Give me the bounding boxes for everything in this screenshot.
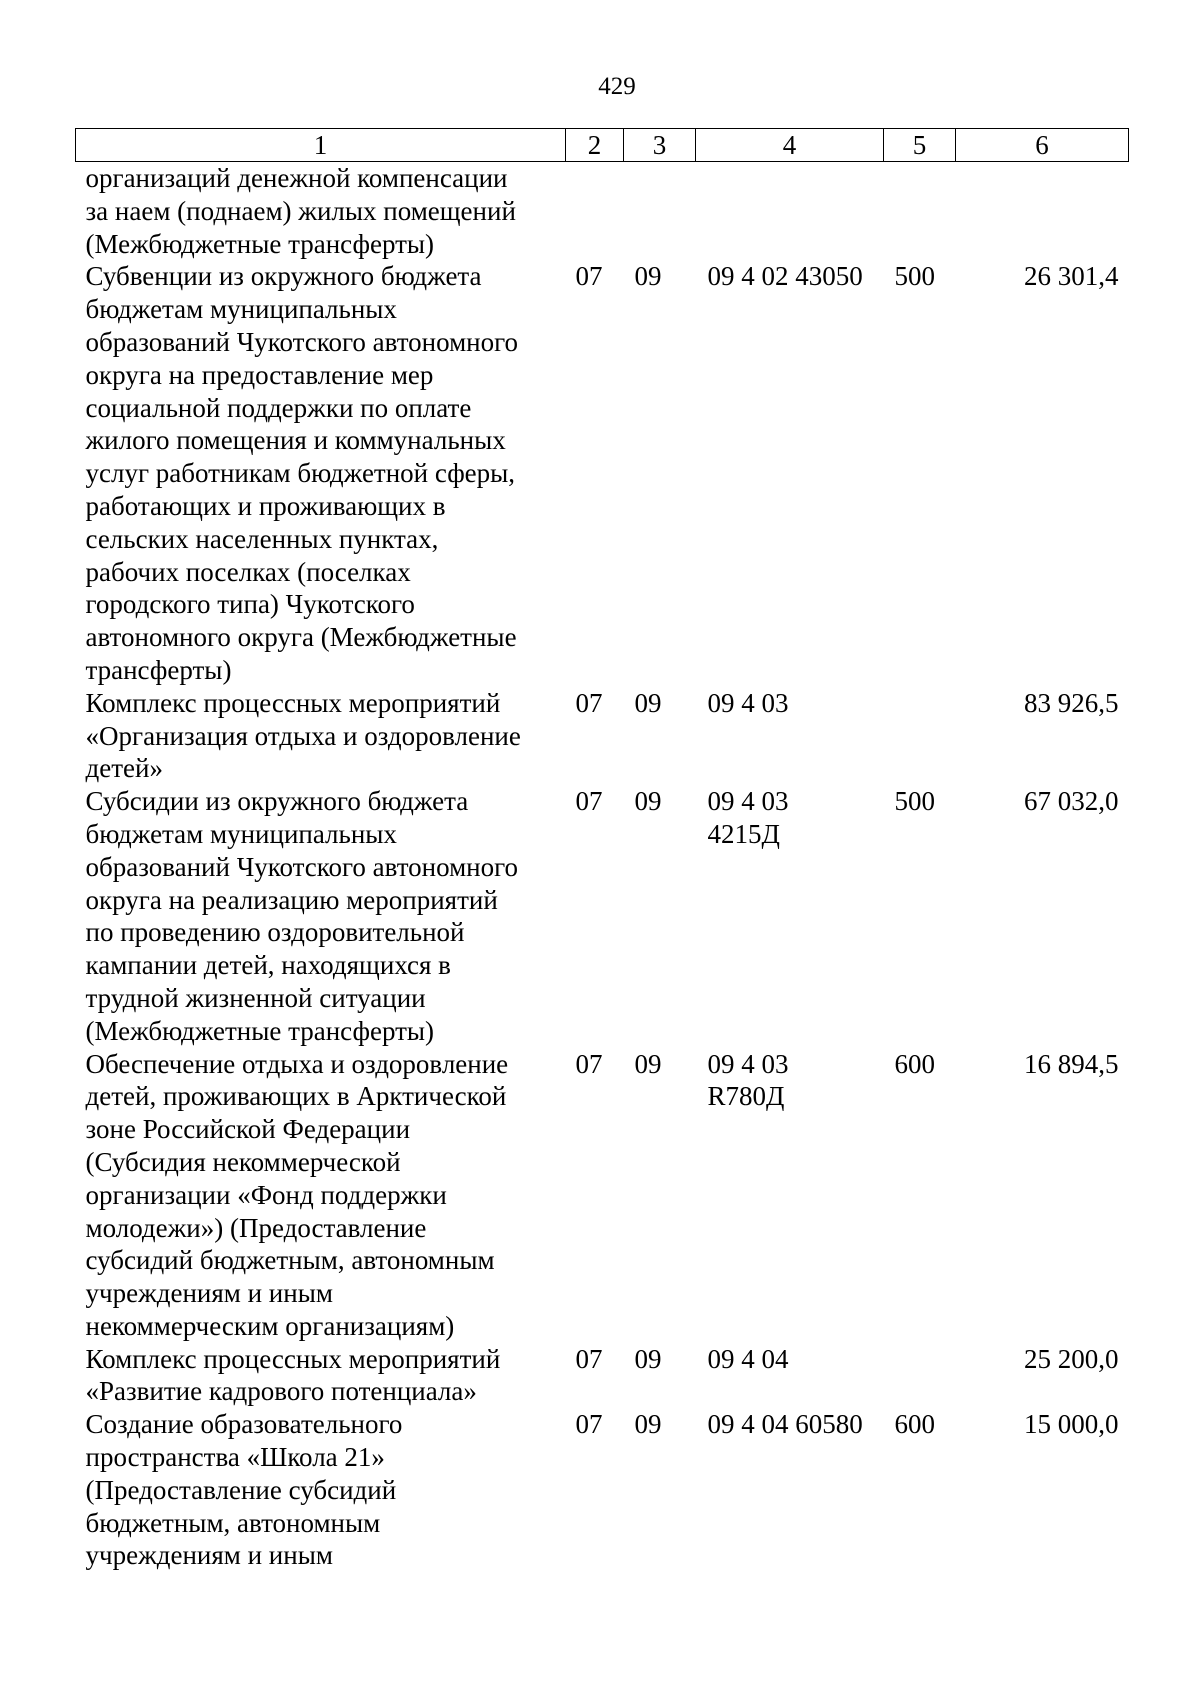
row-section: 07 — [575, 1343, 603, 1374]
row-name: Субвенции из окружного бюджета бюджетам муниципальных образований Чукотского автономного округа на предоставление мер социальной поддержки по оплате жилого помещения и коммунальных услуг работникам бюджетной сферы, работающих и проживающих в сельских населенных пунктах, рабочих поселках (поселках городского типа) Чукотского автономного округа (Межбюджетные трансферты) — [85, 261, 519, 685]
column-header: 3 — [624, 129, 696, 162]
column-header: 4 — [696, 129, 884, 162]
row-amount: 67 032,0 — [1024, 786, 1119, 817]
row-target-code: 09 4 03 — [707, 687, 789, 718]
row-subsection: 09 — [634, 261, 662, 292]
row-target-code: 09 4 03 4215Д — [707, 786, 789, 849]
row-expense-type — [884, 1343, 956, 1409]
row-amount: 25 200,0 — [1024, 1343, 1119, 1374]
row-name: организаций денежной компенсации за наем (поднаем) жилых помещений (Межбюджетные трансферты) — [85, 163, 516, 259]
row-section: 07 — [575, 786, 603, 817]
row-expense-type: 500 — [894, 261, 935, 292]
row-target-code: 09 4 04 — [707, 1343, 789, 1374]
row-subsection: 09 — [634, 687, 662, 718]
table-row — [76, 687, 1129, 785]
row-section: 07 — [575, 261, 603, 292]
table-row — [76, 260, 1129, 686]
table-row — [76, 1408, 1129, 1572]
column-header: 5 — [884, 129, 956, 162]
row-amount: 26 301,4 — [1024, 261, 1119, 292]
row-subsection: 09 — [634, 1048, 662, 1079]
row-section — [566, 162, 624, 261]
row-name: Субсидии из окружного бюджета бюджетам муниципальных образований Чукотского автономного округа на реализацию мероприятий по проведению оздоровительной кампании детей, находящихся в трудной жизненной ситуации (Межбюджетные трансферты) — [85, 786, 519, 1046]
column-header: 1 — [76, 129, 566, 162]
table-header-row — [76, 129, 1129, 162]
row-name: Обеспечение отдыха и оздоровление детей, проживающих в Арктической зоне Российской Федерации (Субсидия некоммерческой организации «Фонд поддержки молодежи») (Предоставление субсидий бюджетным, автономным учреждениям и иным некоммерческим организациям) — [85, 1048, 509, 1341]
column-header: 6 — [956, 129, 1129, 162]
row-name: Комплекс процессных мероприятий «Организация отдыха и оздоровление детей» — [85, 687, 521, 784]
column-header: 2 — [566, 129, 624, 162]
row-expense-type: 600 — [894, 1409, 935, 1440]
table-row — [76, 785, 1129, 1047]
row-name: Комплекс процессных мероприятий «Развитие кадрового потенциала» — [85, 1343, 501, 1407]
row-target-code: 09 4 03 R780Д — [707, 1048, 789, 1112]
row-target-code: 09 4 02 43050 — [707, 261, 863, 292]
row-subsection: 09 — [634, 1343, 662, 1374]
row-subsection: 09 — [634, 1409, 662, 1440]
row-target-code — [696, 162, 884, 261]
row-amount: 15 000,0 — [1024, 1409, 1119, 1440]
row-expense-type — [884, 162, 956, 261]
table-row — [76, 1048, 1129, 1343]
table-row — [76, 162, 1129, 261]
row-expense-type: 500 — [894, 786, 935, 817]
row-expense-type — [884, 687, 956, 785]
row-expense-type: 600 — [894, 1048, 935, 1079]
table-row — [76, 1343, 1129, 1409]
row-name: Создание образовательного пространства «Школа 21» (Предоставление субсидий бюджетным, автономным учреждениям и иным — [85, 1409, 403, 1571]
row-target-code: 09 4 04 60580 — [707, 1409, 863, 1440]
budget-table — [75, 128, 1129, 1572]
row-amount: 83 926,5 — [1024, 687, 1119, 718]
row-subsection: 09 — [634, 786, 662, 817]
page-number: 429 — [598, 73, 636, 100]
row-subsection — [624, 162, 696, 261]
row-amount: 16 894,5 — [1024, 1048, 1119, 1079]
row-section: 07 — [575, 1048, 603, 1079]
row-section: 07 — [575, 1409, 603, 1440]
row-amount — [956, 162, 1129, 261]
row-section: 07 — [575, 687, 603, 718]
